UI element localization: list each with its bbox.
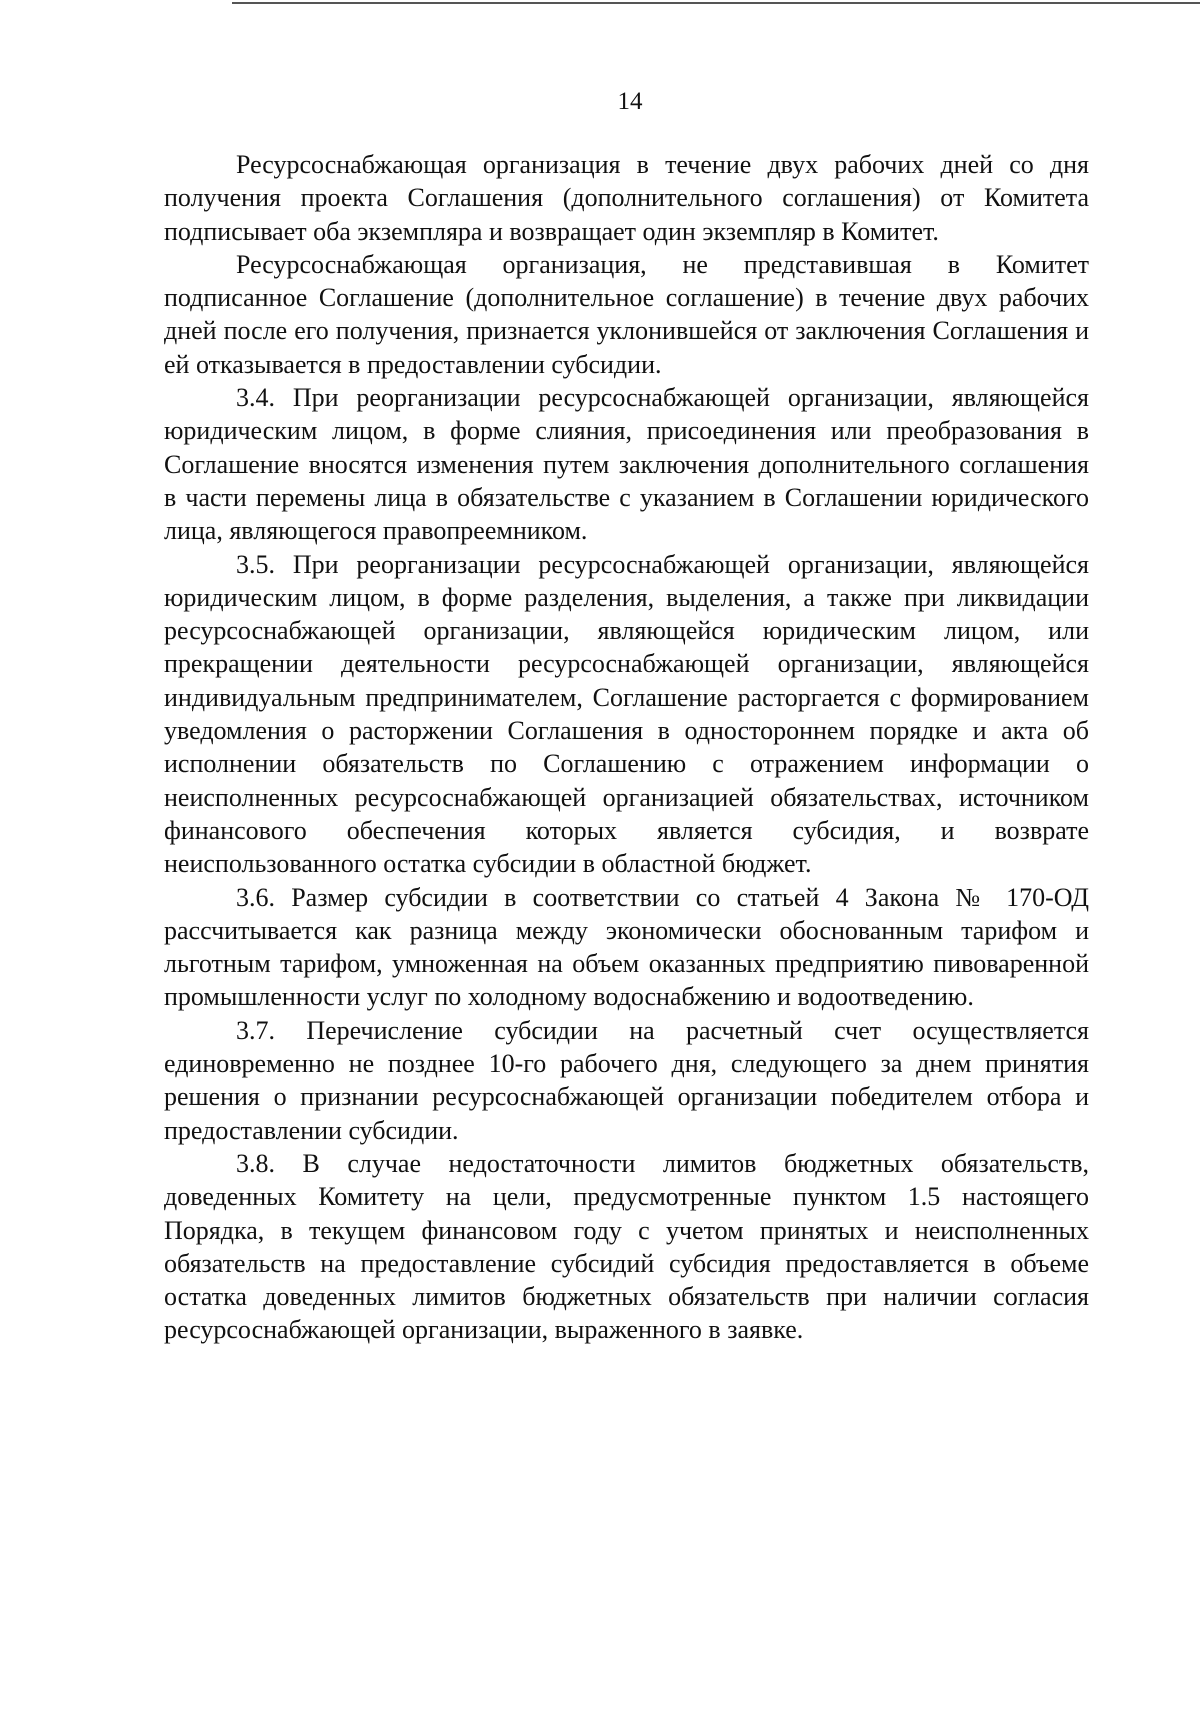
- paragraph-3-6: 3.6. Размер субсидии в соответствии со статьей 4 Закона № 170-ОД рассчитывается как разница между экономически обоснованным тарифом и льготным тарифом, умноженная на объем оказанных предприятию пивоваренной промышленности услуг по холодному водоснабжению и водоотведению.: [164, 882, 1089, 1012]
- top-border-line: [232, 2, 1200, 4]
- page-number: 14: [617, 88, 643, 115]
- paragraph-3-5: 3.5. При реорганизации ресурсоснабжающей организации, являющейся юридическим лицом, в форме разделения, выделения, а также при ликвидации ресурсоснабжающей организации, являющейся юридическим лицом, или прекращении деятельности ресурсоснабжающей организации, являющейся индивидуальным предпринимателем, Соглашение расторгается с формированием уведомления о расторжении Соглашения в одностороннем порядке и акта об исполнении обязательств по Соглашению с отражением информации о неисполненных ресурсоснабжающей организацией обязательствах, источником финансового обеспечения которых является субсидия, и возврате неиспользованного остатка субсидии в областной бюджет.: [164, 549, 1089, 879]
- paragraph-3-8: 3.8. В случае недостаточности лимитов бюджетных обязательств, доведенных Комитету на цели, предусмотренные пунктом 1.5 настоящего Порядка, в текущем финансовом году с учетом принятых и неисполненных обязательств на предоставление субсидий субсидия предоставляется в объеме остатка доведенных лимитов бюджетных обязательств при наличии согласия ресурсоснабжающей организации, выраженного в заявке.: [164, 1148, 1089, 1345]
- document-body: [164, 148, 1089, 1347]
- paragraph-evasion: Ресурсоснабжающая организация, не представившая в Комитет подписанное Соглашение (дополнительное соглашение) в течение двух рабочих дней после его получения, признается уклонившейся от заключения Соглашения и ей отказывается в предоставлении субсидии.: [164, 249, 1089, 379]
- paragraph-agreement-signing: Ресурсоснабжающая организация в течение двух рабочих дней со дня получения проекта Соглашения (дополнительного соглашения) от Комитета подписывает оба экземпляра и возвращает один экземпляр в Комитет.: [164, 150, 1089, 246]
- paragraph-3-7: 3.7. Перечисление субсидии на расчетный счет осуществляется единовременно не позднее 10-го рабочего дня, следующего за днем принятия решения о признании ресурсоснабжающей организации победителем отбора и предоставлении субсидии.: [164, 1015, 1089, 1145]
- paragraph-3-4: 3.4. При реорганизации ресурсоснабжающей организации, являющейся юридическим лицом, в форме слияния, присоединения или преобразования в Соглашение вносятся изменения путем заключения дополнительного соглашения в части перемены лица в обязательстве с указанием в Соглашении юридического лица, являющегося правопреемником.: [164, 383, 1089, 546]
